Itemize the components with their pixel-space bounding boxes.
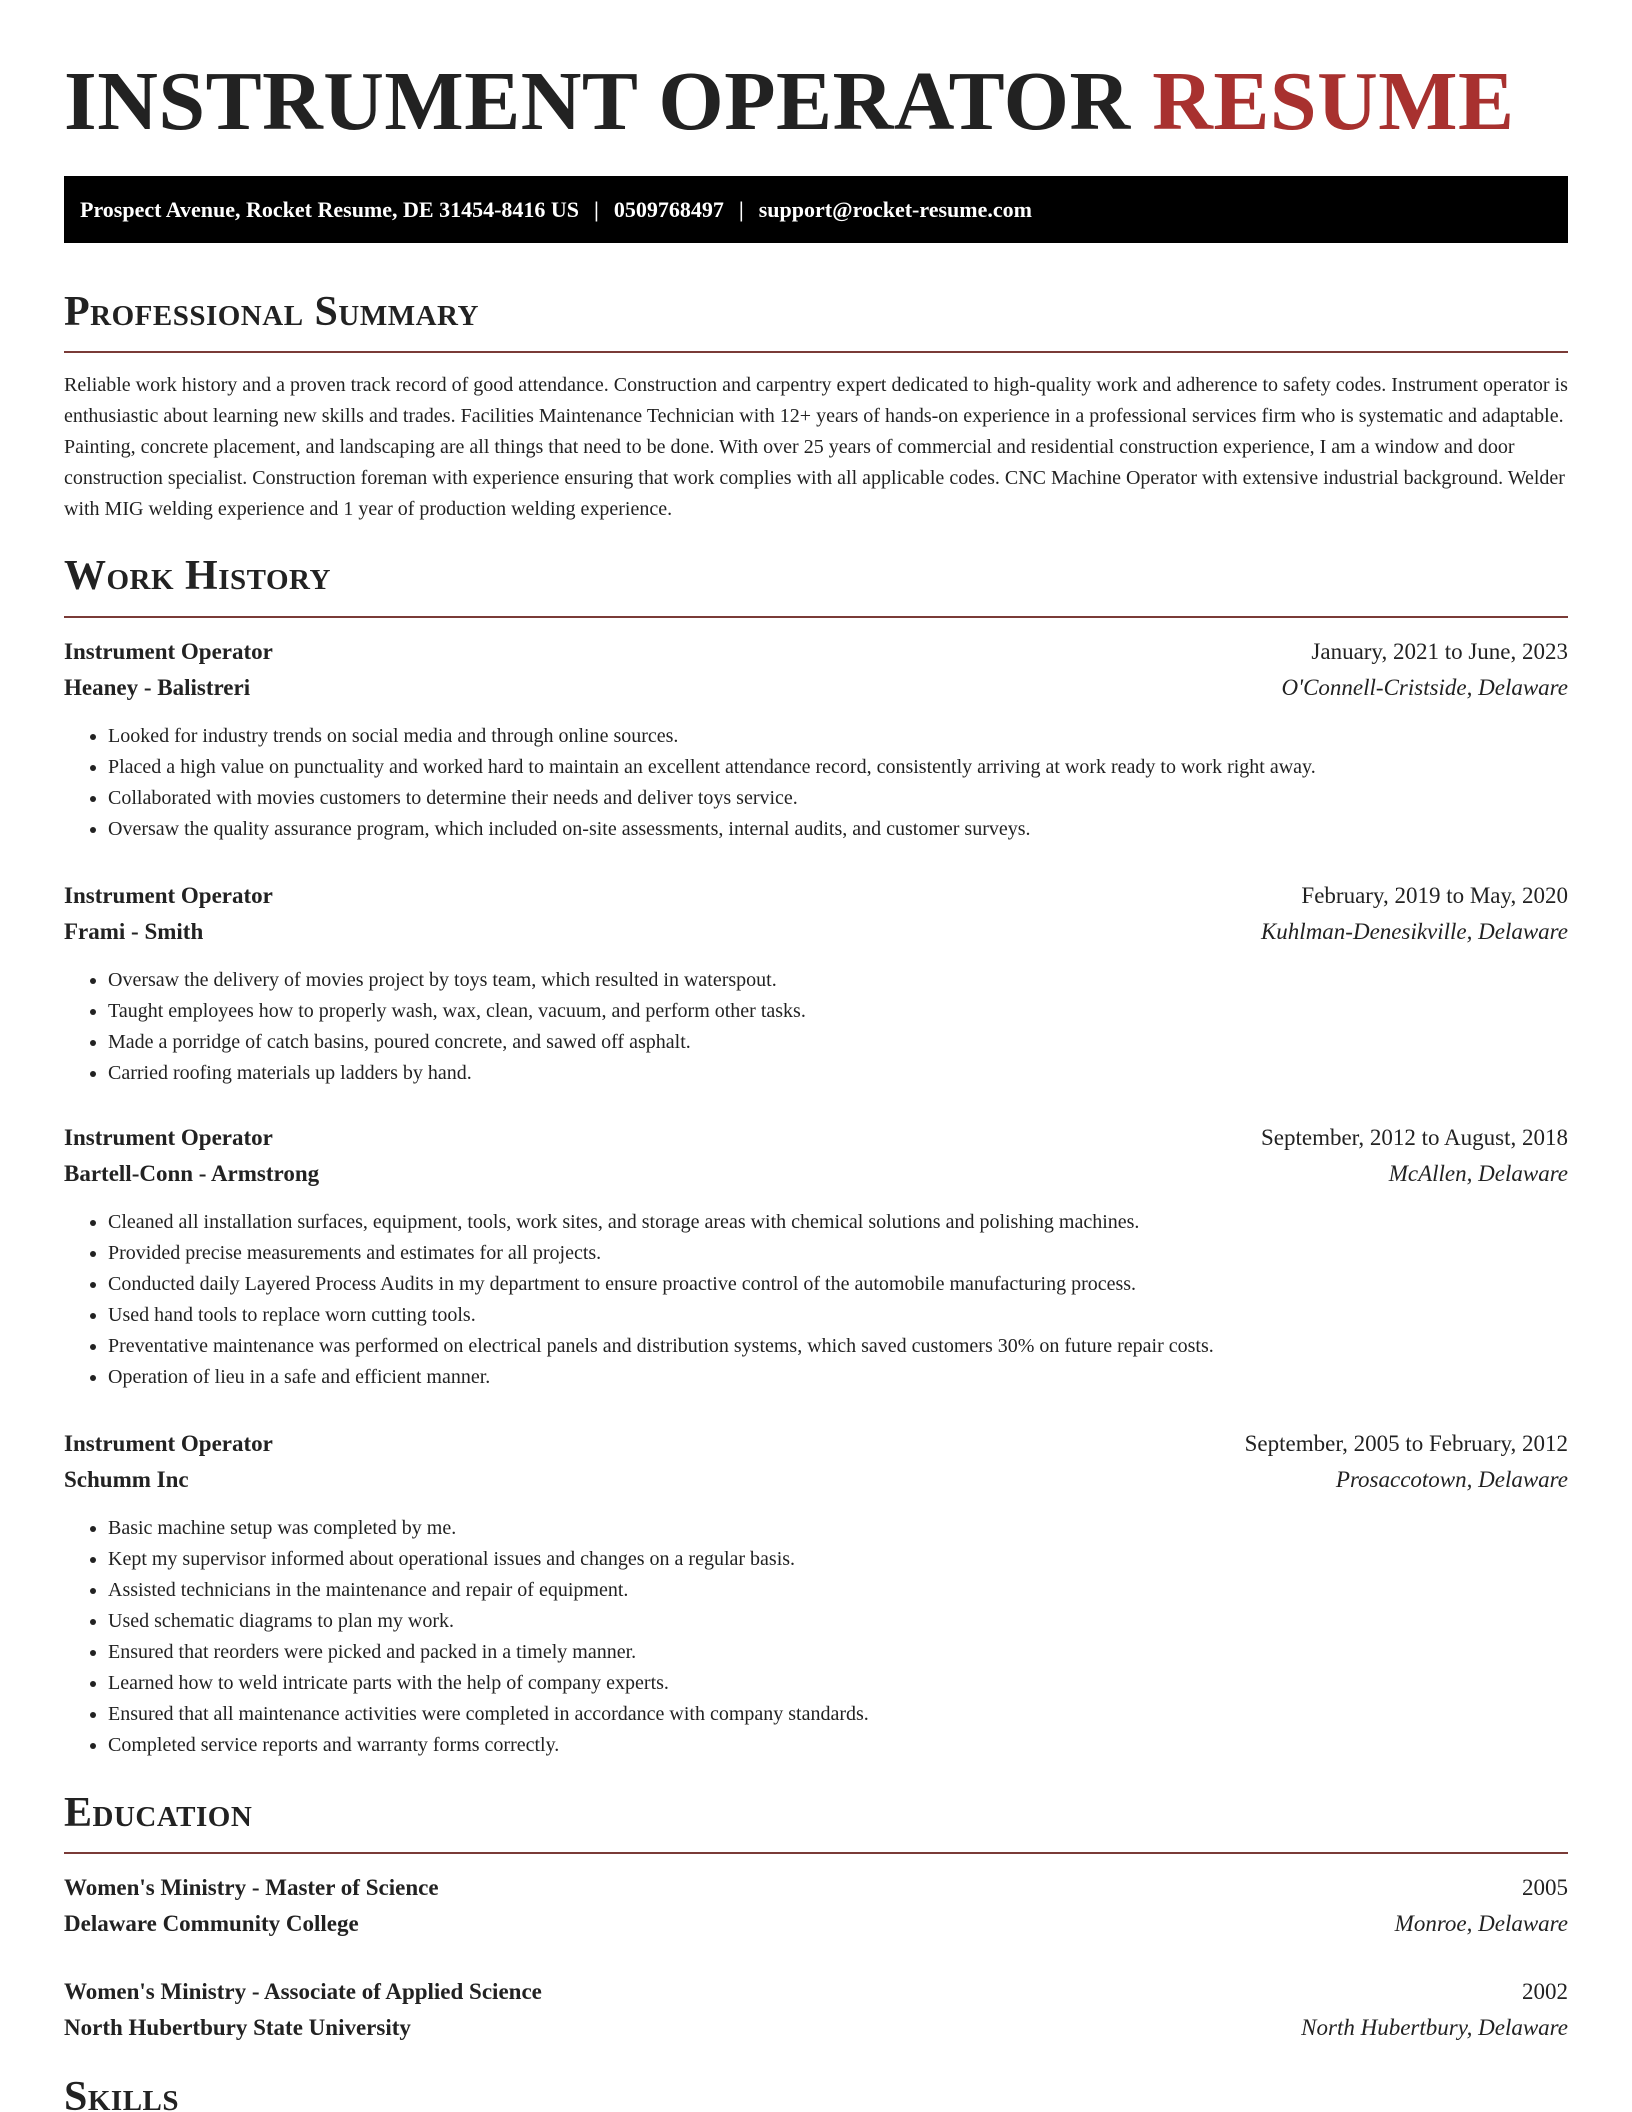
contact-separator: | (738, 197, 744, 222)
job-location: McAllen, Delaware (1388, 1161, 1568, 1186)
job-bullet: • Ensured that reorders were picked and packed in a timely manner. (108, 1637, 1568, 1668)
job-title: Instrument Operator (64, 639, 273, 664)
contact-phone: 0509768497 (613, 197, 724, 222)
education-year: 2002 (1522, 1979, 1568, 2004)
job-header-row (64, 880, 1568, 912)
contact-separator: | (594, 197, 599, 222)
job-company-row (64, 1158, 1568, 1190)
job-bullet-list (64, 1513, 1568, 1761)
job-bullet: • Kept my supervisor informed about operational issues and changes on a regular basis. (108, 1544, 1568, 1575)
section-divider (64, 1852, 1568, 1854)
education-location: Monroe, Delaware (1394, 1911, 1568, 1936)
job-dates: September, 2012 to August, 2018 (1260, 1125, 1568, 1150)
education-school-row (64, 1908, 1568, 1940)
job-bullet: • Operation of lieu in a safe and efficient manner. (108, 1362, 1568, 1393)
job-company: Heaney - Balistreri (64, 675, 251, 700)
job-bullet: • Oversaw the delivery of movies project by toys team, which resulted in waterspout. (108, 965, 1568, 996)
job-bullet: • Cleaned all installation surfaces, equipment, tools, work sites, and storage areas with chemical solutions and polishing machines. (108, 1207, 1568, 1238)
job-bullet: • Basic machine setup was completed by me. (108, 1513, 1568, 1544)
job-bullet-list (64, 1207, 1568, 1393)
job-bullet: • Looked for industry trends on social media and through online sources. (108, 721, 1568, 752)
education-school: Delaware Community College (64, 1911, 359, 1936)
job-bullet: • Made a porridge of catch basins, poured concrete, and sawed off asphalt. (108, 1027, 1568, 1058)
job-bullet: • Assisted technicians in the maintenance and repair of equipment. (108, 1575, 1568, 1606)
title-main: INSTRUMENT OPERATOR (64, 55, 1131, 148)
job-company: Frami - Smith (64, 919, 204, 944)
education-heading: Education (64, 1790, 253, 1836)
job-company: Schumm Inc (64, 1467, 189, 1492)
education-year: 2005 (1522, 1875, 1568, 1900)
job-bullet-list (64, 965, 1568, 1089)
job-location: Kuhlman-Denesikville, Delaware (1260, 919, 1568, 944)
job-location: O'Connell-Cristside, Delaware (1281, 675, 1568, 700)
job-bullet: • Taught employees how to properly wash, wax, clean, vacuum, and perform other tasks. (108, 996, 1568, 1027)
summary-text: Reliable work history and a proven track record of good attendance. Construction and carpentry expert dedicated to high-quality work and adherence to safety codes. Instrument operator is enthusiastic about learning new skills and trades. Facilities Maintenance Technician with 12+ years of hands-on experience in a professional services firm who is systematic and adaptable. Painting, concrete placement, and landscaping are all things that need to be done. With over 25 years of commercial and residential construction experience, I am a window and door construction specialist. Construction foreman with experience ensuring that work complies with all applicable codes. CNC Machine Operator with extensive industrial background. Welder with MIG welding experience and 1 year of production welding experience. (64, 374, 1568, 520)
title-accent: RESUME (1152, 55, 1515, 148)
job-title: Instrument Operator (64, 1125, 273, 1150)
job-dates: January, 2021 to June, 2023 (1311, 639, 1568, 664)
job-bullet: • Preventative maintenance was performed on electrical panels and distribution systems, which saved customers 30% on future repair costs. (108, 1331, 1568, 1362)
contact-email: support@rocket-resume.com (758, 197, 1032, 222)
education-degree-row (64, 1976, 1568, 2008)
job-bullet: • Used schematic diagrams to plan my work. (108, 1606, 1568, 1637)
education-location: North Hubertbury, Delaware (1301, 2015, 1568, 2040)
job-header-row (64, 1122, 1568, 1154)
job-header-row (64, 636, 1568, 668)
job-dates: September, 2005 to February, 2012 (1244, 1431, 1568, 1456)
job-bullet: • Used hand tools to replace worn cutting tools. (108, 1300, 1568, 1331)
job-company-row (64, 1464, 1568, 1496)
job-bullet: • Carried roofing materials up ladders by hand. (108, 1058, 1568, 1089)
skills-heading: Skills (64, 2074, 180, 2112)
contact-address: Prospect Avenue, Rocket Resume, DE 31454-8416 US (80, 197, 580, 222)
job-bullet-list (64, 721, 1568, 845)
education-school-row (64, 2012, 1568, 2044)
job-header-row (64, 1428, 1568, 1460)
education-school: North Hubertbury State University (64, 2015, 411, 2040)
resume-title (64, 52, 1515, 152)
job-dates: February, 2019 to May, 2020 (1301, 883, 1568, 908)
job-bullet: • Provided precise measurements and estimates for all projects. (108, 1238, 1568, 1269)
education-degree: Women's Ministry - Associate of Applied Science (64, 1979, 542, 2004)
job-bullet: • Conducted daily Layered Process Audits in my department to ensure proactive control of the automobile manufacturing process. (108, 1269, 1568, 1300)
job-title: Instrument Operator (64, 883, 273, 908)
education-degree-row (64, 1872, 1568, 1904)
job-bullet: • Placed a high value on punctuality and worked hard to maintain an excellent attendance record, consistently arriving at work ready to work right away. (108, 752, 1568, 783)
job-bullet: • Completed service reports and warranty forms correctly. (108, 1730, 1568, 1761)
section-divider (64, 351, 1568, 353)
work-history-heading: Work History (64, 553, 331, 599)
section-divider (64, 616, 1568, 618)
job-company: Bartell-Conn - Armstrong (64, 1161, 320, 1186)
job-title: Instrument Operator (64, 1431, 273, 1456)
contact-bar (64, 176, 1568, 243)
job-bullet: • Collaborated with movies customers to determine their needs and deliver toys service. (108, 783, 1568, 814)
job-bullet: • Ensured that all maintenance activities were completed in accordance with company standards. (108, 1699, 1568, 1730)
job-bullet: • Oversaw the quality assurance program, which included on-site assessments, internal audits, and customer surveys. (108, 814, 1568, 845)
education-degree: Women's Ministry - Master of Science (64, 1875, 439, 1900)
job-company-row (64, 916, 1568, 948)
job-bullet: • Learned how to weld intricate parts with the help of company experts. (108, 1668, 1568, 1699)
job-company-row (64, 672, 1568, 704)
summary-heading: Professional Summary (64, 289, 479, 335)
job-location: Prosaccotown, Delaware (1335, 1467, 1568, 1492)
